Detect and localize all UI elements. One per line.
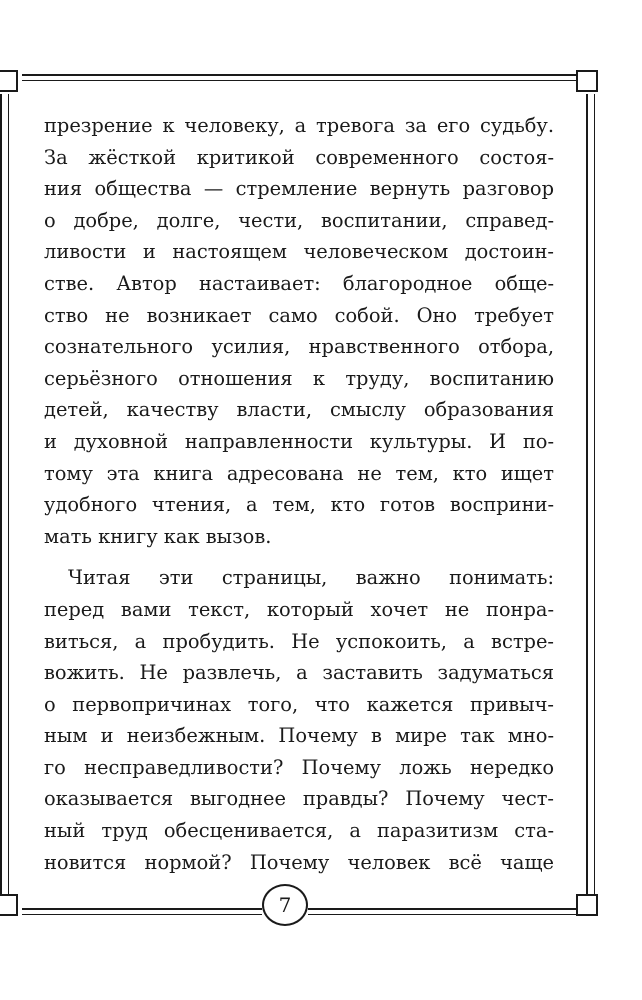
frame-corner-bottom-left — [0, 894, 18, 916]
frame-top-line-outer — [22, 74, 578, 76]
text-line: сознательного усилия, нравственного отбора, — [44, 335, 554, 359]
frame-corner-bottom-right — [576, 894, 598, 916]
frame-right-line-inner — [594, 94, 595, 896]
frame-bottom-line-inner-right — [308, 914, 578, 915]
text-line: перед вами текст, который хочет не понра- — [44, 597, 554, 621]
text-line: За жёсткой критикой современного состоя- — [44, 145, 554, 169]
text-line: серьёзного отношения к труду, воспитанию — [44, 366, 554, 390]
frame-left-line-inner — [8, 94, 9, 896]
frame-top-line-inner — [22, 80, 578, 81]
text-line: ный труд обесценивается, а паразитизм ста- — [44, 819, 554, 843]
text-line: виться, а пробудить. Не успокоить, а встре- — [44, 629, 554, 653]
frame-bottom-line-outer — [22, 908, 262, 910]
page-text — [44, 110, 554, 878]
text-line: и духовной направленности культуры. И по- — [44, 429, 554, 453]
paragraph — [44, 562, 554, 878]
text-line: о добре, долге, чести, воспитании, справед- — [44, 208, 554, 232]
text-line: го несправедливости? Почему ложь нередко — [44, 755, 554, 779]
text-line: детей, качеству власти, смыслу образования — [44, 398, 554, 422]
text-line: стве. Автор настаивает: благородное обще- — [44, 271, 554, 295]
frame-corner-top-right — [576, 70, 598, 92]
text-line: удобного чтения, а тем, кто готов восприни- — [44, 493, 554, 517]
text-line: Читая эти страницы, важно понимать: — [68, 566, 554, 590]
text-line: ния общества — стремление вернуть разговор — [44, 177, 554, 201]
text-line: ство не возникает само собой. Оно требует — [44, 303, 554, 327]
text-line: ливости и настоящем человеческом достоин- — [44, 240, 554, 264]
paragraph — [44, 110, 554, 552]
text-line: оказывается выгоднее правды? Почему чест- — [44, 787, 554, 811]
text-line: новится нормой? Почему человек всё чаще — [44, 850, 554, 874]
text-line: о первопричинах того, что кажется привыч- — [44, 692, 554, 716]
page-number: 7 — [262, 884, 308, 926]
frame-corner-top-left — [0, 70, 18, 92]
text-line: презрение к человеку, а тревога за его судьбу. — [44, 114, 554, 137]
text-line: тому эта книга адресована не тем, кто ищет — [44, 461, 554, 485]
text-line: вожить. Не развлечь, а заставить задуматься — [44, 661, 554, 685]
text-line: мать книгу как вызов. — [44, 524, 272, 548]
frame-right-line-outer — [586, 94, 588, 896]
text-line: ным и неизбежным. Почему в мире так мно- — [44, 724, 554, 748]
paragraph-gap — [44, 552, 554, 562]
frame-left-line-outer — [0, 94, 2, 896]
frame-bottom-line-inner — [22, 914, 262, 915]
frame-bottom-line-outer-right — [308, 908, 578, 910]
